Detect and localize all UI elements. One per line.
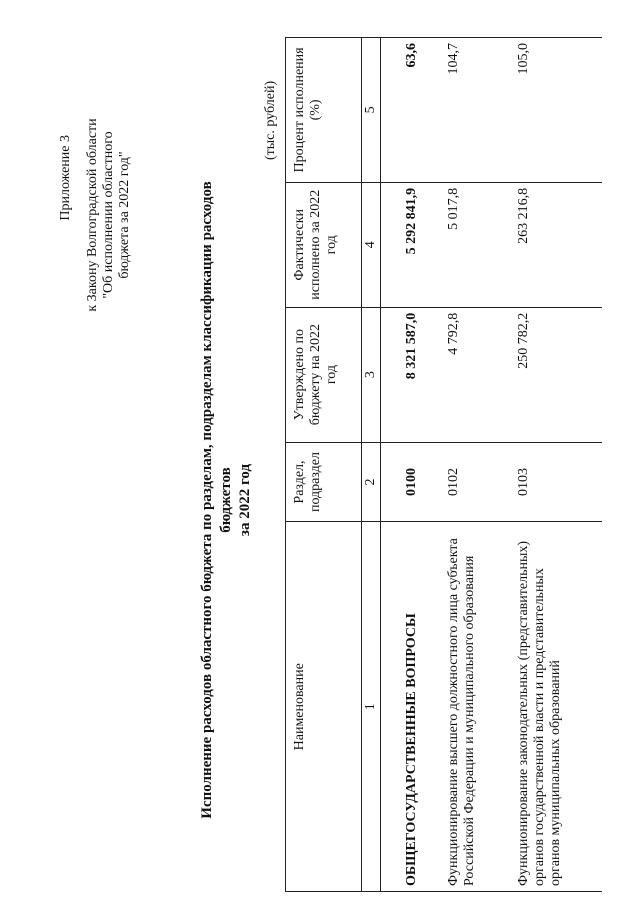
budget-table: [285, 37, 602, 892]
column-number: 4: [362, 182, 381, 307]
table-row: [512, 38, 602, 892]
row-code: 0102: [442, 442, 512, 522]
header-section: Раздел, подраздел: [286, 442, 362, 522]
row-percent: 63,6: [381, 38, 443, 183]
title-line: Исполнение расходов областного бюджета по разделам, подразделам классификации расходов бюджетов: [199, 181, 234, 819]
title-line: за 2022 год: [237, 463, 253, 537]
row-percent: 104,7: [442, 38, 512, 183]
row-code: 0103: [512, 442, 602, 522]
column-number: 5: [362, 38, 381, 183]
appendix-reference: [85, 80, 133, 350]
table-header-row: [286, 38, 362, 892]
header-name: Наименование: [286, 522, 362, 892]
appendix-number: Приложение 3: [58, 135, 73, 221]
column-number: 2: [362, 442, 381, 522]
column-number: 3: [362, 307, 381, 442]
header-actual: Фактически исполнено за 2022 год: [286, 182, 362, 307]
row-actual: 5 017,8: [442, 182, 512, 307]
table-row: [381, 38, 443, 892]
row-name: ОБЩЕГОСУДАРСТВЕННЫЕ ВОПРОСЫ: [381, 522, 443, 892]
column-number: 1: [362, 522, 381, 892]
header-approved: Утверждено по бюджету на 2022 год: [286, 307, 362, 442]
row-name: Функционирование высшего должностного лица субъекта Российской Федерации и муниципального образования: [442, 522, 512, 892]
row-actual: 263 216,8: [512, 182, 602, 307]
row-approved: 250 782,2: [512, 307, 602, 442]
row-approved: 8 321 587,0: [381, 307, 443, 442]
table-row: [442, 38, 512, 892]
units-label: (тыс. рублей): [263, 80, 278, 160]
header-percent: Процент исполнения (%): [286, 38, 362, 183]
column-number-row: [362, 38, 381, 892]
appendix-line: к Закону Волгоградской области: [85, 118, 100, 312]
row-percent: 105,0: [512, 38, 602, 183]
row-code: 0100: [381, 442, 443, 522]
row-approved: 4 792,8: [442, 307, 512, 442]
appendix-line: бюджета за 2022 год": [117, 151, 132, 279]
document-title: [198, 150, 255, 850]
row-actual: 5 292 841,9: [381, 182, 443, 307]
appendix-line: "Об исполнении областного: [101, 131, 116, 299]
row-name: Функционирование законодательных (представительных) органов государственной власти и представительных органов муниципальных образований: [512, 522, 602, 892]
